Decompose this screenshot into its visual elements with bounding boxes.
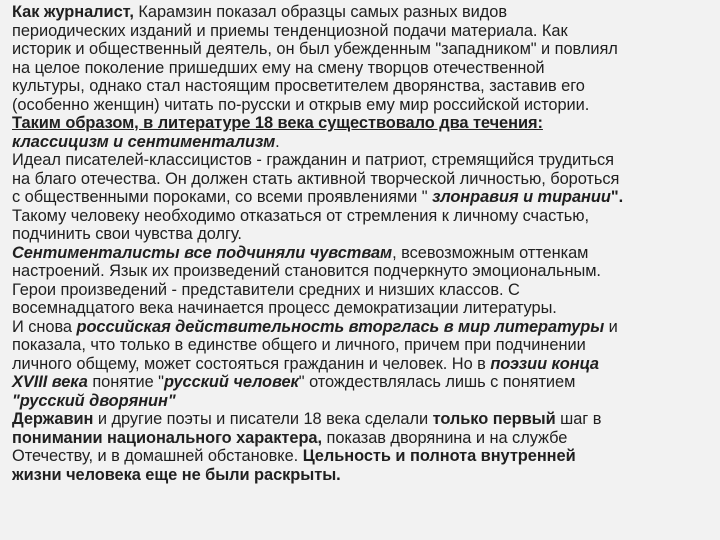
text-line: Такому человеку необходимо отказаться от стремления к личному счастью,: [12, 206, 589, 225]
slide-text: [12, 3, 720, 484]
text-line: XVIII века понятие "русский человек" отождествлялась лишь с понятием: [12, 373, 576, 391]
text-line: настроений. Язык их произведений становится подчеркнуто эмоциональным.: [12, 262, 601, 280]
text-line: (особенно женщин) читать по-русски и открыв ему мир российской истории.: [12, 95, 590, 114]
text-line: подчинить свои чувства долгу.: [12, 225, 242, 243]
text-line: И снова российская действительность вторглась в мир литературы и: [12, 317, 618, 336]
text-line: "русский дворянин": [12, 391, 176, 410]
text-line: культуры, однако стал настоящим просветителем дворянства, заставив его: [12, 77, 585, 95]
text-line: Как журналист, Карамзин показал образцы самых разных видов: [12, 3, 507, 21]
text-line: Отечеству, и в домашней обстановке. Цельность и полнота внутренней: [12, 447, 576, 465]
text-line: на целое поколение пришедших ему на смену творцов отечественной: [12, 58, 545, 77]
text-line: показала, что только в единстве общего и личного, причем при подчинении: [12, 336, 586, 354]
text-line: классицизм и сентиментализм.: [12, 132, 280, 151]
text-line: историк и общественный деятель, он был убежденным "западником" и повлиял: [12, 40, 618, 58]
text-line: жизни человека еще не были раскрыты.: [12, 465, 341, 484]
text-line: Сентименталисты все подчиняли чувствам, всевозможным оттенкам: [12, 243, 589, 262]
text-line: Таким образом, в литературе 18 века существовало два течения:: [12, 114, 543, 132]
text-line: Герои произведений - представители средних и низших классов. С: [12, 280, 520, 299]
text-line: Державин и другие поэты и писатели 18 века сделали только первый шаг в: [12, 410, 602, 428]
text-line: периодических изданий и приемы тенденциозной подачи материала. Как: [12, 21, 568, 40]
text-line: Идеал писателей-классицистов - гражданин и патриот, стремящийся трудиться: [12, 151, 615, 169]
text-line: на благо отечества. Он должен стать активной творческой личностью, бороться: [12, 169, 620, 188]
text-line: с общественными пороками, со всеми проявлениями " злонравия и тирании".: [12, 188, 624, 206]
text-line: восемнадцатого века начинается процесс демократизации литературы.: [12, 299, 557, 317]
text-line: понимании национального характера, показав дворянина и на службе: [12, 428, 568, 447]
text-line: личного общему, может состояться гражданин и человек. Но в поэзии конца: [12, 354, 599, 373]
